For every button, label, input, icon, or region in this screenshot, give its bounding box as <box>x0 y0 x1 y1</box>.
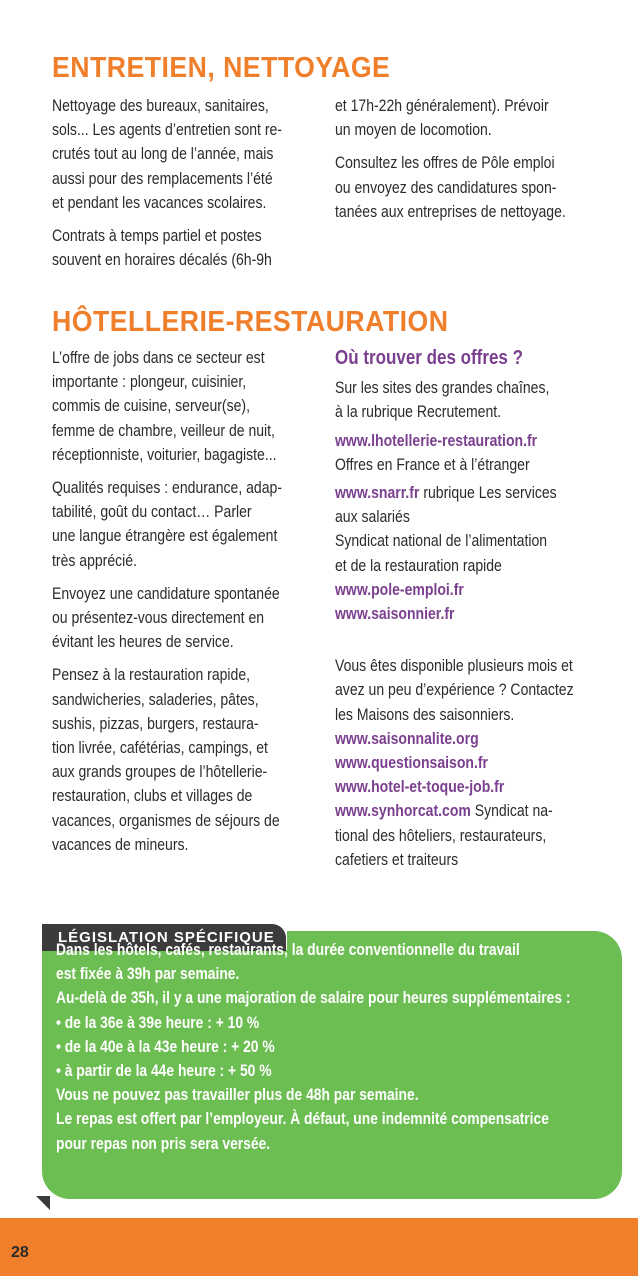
hotellerie-paragraph-3 <box>52 582 314 655</box>
link-snarr[interactable]: www.snarr.fr <box>335 484 420 503</box>
text-line: tional des hôteliers, restaurateurs, <box>335 826 547 845</box>
text-line: tabilité, goût du contact… Parler <box>52 503 252 522</box>
link-pole-emploi[interactable]: www.pole-emploi.fr <box>335 580 464 599</box>
text-line: crutés tout au long de l’année, mais <box>52 145 274 164</box>
where-offers-heading: Où trouver des offres ? <box>335 347 523 369</box>
text-line: Pensez à la restauration rapide, <box>52 666 251 685</box>
text-line: tion livrée, cafétérias, campings, et <box>52 739 268 758</box>
text-line: une langue étrangère est également <box>52 527 278 546</box>
text-line: Envoyez une candidature spontanée <box>52 584 280 603</box>
link-questionsaison[interactable]: www.questionsaison.fr <box>335 754 488 773</box>
text-line: aussi pour des remplacements l’été <box>52 169 273 188</box>
text-line: rubrique Les services <box>419 484 557 503</box>
text-line: Contrats à temps partiel et postes <box>52 227 262 246</box>
text-line: un moyen de locomotion. <box>335 121 492 140</box>
text-line: sandwicheries, saladeries, pâtes, <box>52 690 259 709</box>
text-line: avez un peu d’expérience ? Contactez <box>335 681 574 700</box>
section-title-entretien: ENTRETIEN, NETTOYAGE <box>52 52 391 84</box>
text-line: et 17h-22h généralement). Prévoir <box>335 97 549 115</box>
link-lhotellerie[interactable]: www.lhotellerie-restauration.fr <box>335 431 538 450</box>
text-line: Vous êtes disponible plusieurs mois et <box>335 657 573 676</box>
text-line: réceptionniste, voiturier, bagagiste... <box>52 445 277 464</box>
text-line: évitant les heures de service. <box>52 633 234 652</box>
text-line: ou envoyez des candidatures spon- <box>335 178 557 197</box>
entretien-paragraph-4 <box>335 151 605 224</box>
text-line: cafetiers et traiteurs <box>335 850 459 869</box>
text-line: les Maisons des saisonniers. <box>335 705 515 724</box>
legislation-line: • de la 36e à 39e heure : + 10 % <box>56 1013 260 1032</box>
text-line: sushis, pizzas, burgers, restaura- <box>52 714 259 733</box>
link2-block <box>335 481 605 626</box>
legislation-line: est fixée à 39h par semaine. <box>56 965 240 984</box>
entretien-paragraph-2 <box>52 224 314 272</box>
hotellerie-paragraph-4 <box>52 663 314 857</box>
text-line: Consultez les offres de Pôle emploi <box>335 154 555 173</box>
legislation-line: • de la 40e à la 43e heure : + 20 % <box>56 1037 275 1056</box>
text-line: très apprécié. <box>52 551 137 570</box>
text-line: et de la restauration rapide <box>335 556 502 575</box>
entretien-left-column <box>52 94 314 281</box>
entretien-paragraph-3 <box>335 94 605 142</box>
box-corner-shadow <box>36 1196 50 1210</box>
hotellerie-left-column <box>52 346 314 866</box>
text-line: Syndicat na- <box>470 802 553 821</box>
text-line: sols... Les agents d’entretien sont re- <box>52 121 282 140</box>
entretien-paragraph-1 <box>52 94 314 215</box>
page-number: 28 <box>11 1244 29 1261</box>
legislation-line: Dans les hôtels, cafés, restaurants, la durée conventionnelle du travail <box>56 941 520 959</box>
text-line: ou présentez-vous directement en <box>52 609 265 628</box>
link1-block <box>335 429 605 477</box>
text-line: tanées aux entreprises de nettoyage. <box>335 202 566 221</box>
text-line: Syndicat national de l’alimentation <box>335 532 548 551</box>
text-line: et pendant les vacances scolaires. <box>52 193 267 212</box>
text-line: à la rubrique Recrutement. <box>335 403 502 422</box>
text-line: femme de chambre, veilleur de nuit, <box>52 421 275 440</box>
legislation-line: Vous ne pouvez pas travailler plus de 48h par semaine. <box>56 1086 419 1105</box>
link-saisonnier[interactable]: www.saisonnier.fr <box>335 605 455 624</box>
legislation-line: Le repas est offert par l’employeur. À défaut, une indemnité compensatrice <box>56 1110 549 1129</box>
text-line: aux grands groupes de l’hôtellerie- <box>52 763 268 782</box>
hotellerie-paragraph-1 <box>52 346 314 467</box>
text-line: Qualités requises : endurance, adap- <box>52 479 283 498</box>
legislation-line: Au-delà de 35h, il y a une majoration de salaire pour heures supplémentaires : <box>56 989 571 1008</box>
text-line: vacances, organismes de séjours de <box>52 811 280 830</box>
section-title-hotellerie: HÔTELLERIE-RESTAURATION <box>52 306 449 338</box>
hotellerie-paragraph-2 <box>52 476 314 573</box>
text-line: L’offre de jobs dans ce secteur est <box>52 349 265 367</box>
saisonniers-block <box>335 654 605 872</box>
footer-band <box>0 1218 638 1276</box>
chains-paragraph <box>335 376 605 424</box>
text-line: restauration, clubs et villages de <box>52 787 253 806</box>
hotellerie-right-column <box>335 346 605 872</box>
text-line: importante : plongeur, cuisinier, <box>52 373 247 392</box>
legislation-tag: LÉGISLATION SPÉCIFIQUE <box>42 924 286 951</box>
entretien-right-column <box>335 94 605 233</box>
text-line: souvent en horaires décalés (6h-9h <box>52 251 272 270</box>
text-line: Offres en France et à l’étranger <box>335 455 530 474</box>
text-line: aux salariés <box>335 508 410 527</box>
link-synhorcat[interactable]: www.synhorcat.com <box>335 802 471 821</box>
text-line: commis de cuisine, serveur(se), <box>52 397 250 416</box>
text-line: Sur les sites des grandes chaînes, <box>335 379 550 398</box>
legislation-line: pour repas non pris sera versée. <box>56 1134 271 1153</box>
link-hotel-et-toque[interactable]: www.hotel-et-toque-job.fr <box>335 778 505 797</box>
text-line: Nettoyage des bureaux, sanitaires, <box>52 97 269 115</box>
legislation-text <box>56 938 594 1156</box>
text-line: vacances de mineurs. <box>52 835 189 854</box>
link-saisonnalite[interactable]: www.saisonnalite.org <box>335 729 479 748</box>
legislation-line: • à partir de la 44e heure : + 50 % <box>56 1062 272 1081</box>
